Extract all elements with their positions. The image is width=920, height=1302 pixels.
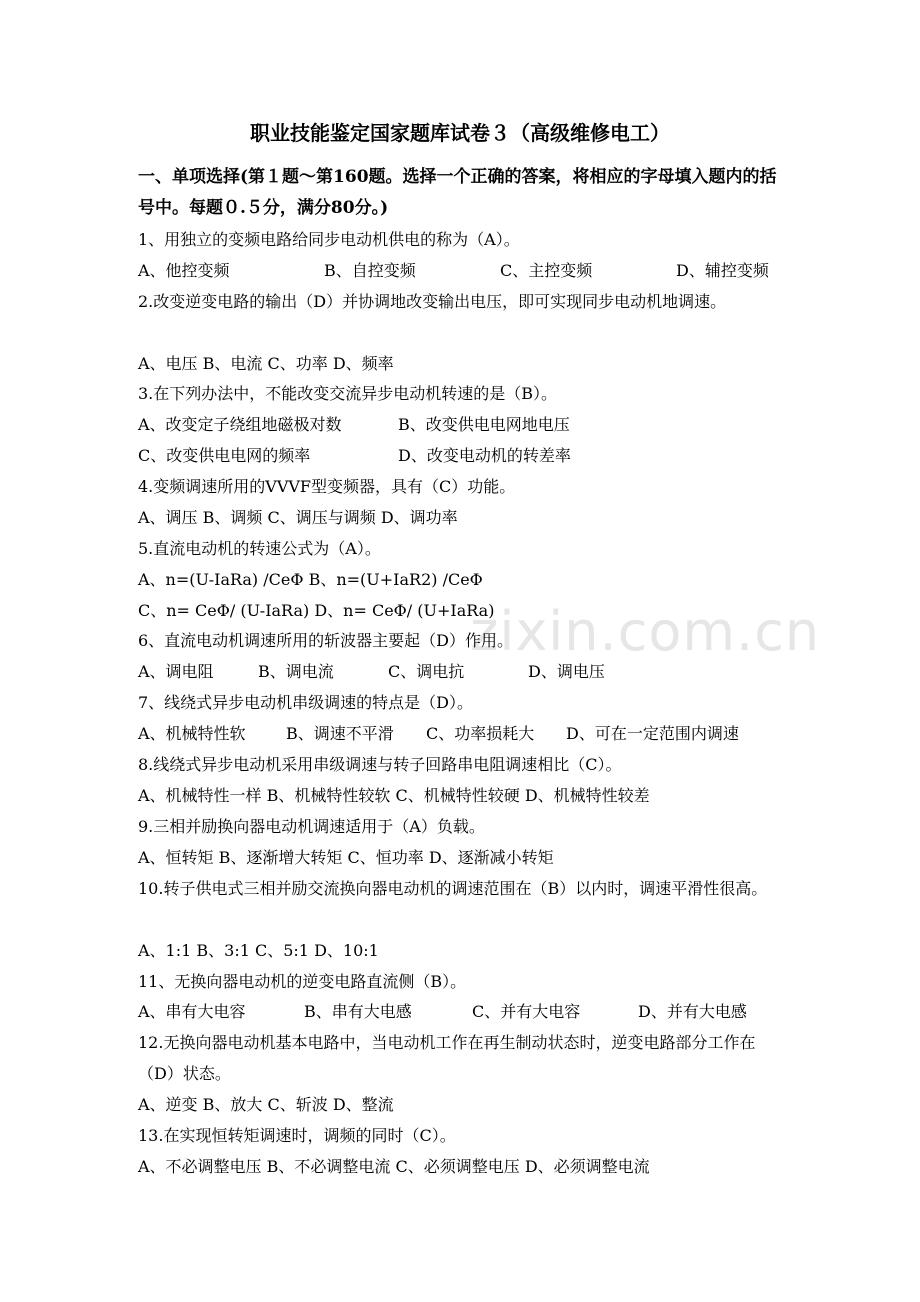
question-text: 9.三相并励换向器电动机调速适用于（A）负载。 bbox=[138, 817, 485, 836]
question-text: 10.转子供电式三相并励交流换向器电动机的调速范围在（B）以内时，调速平滑性很高。 bbox=[138, 879, 768, 898]
question-text: 11、无换向器电动机的逆变电路直流侧（B）。 bbox=[138, 972, 467, 991]
option: B、串有大电感 bbox=[304, 1002, 412, 1021]
option-row: A、1:1 B、3:1 C、5:1 D、10:1 bbox=[138, 941, 379, 960]
option-row bbox=[138, 719, 788, 749]
option: B、自控变频 bbox=[324, 261, 416, 280]
page-title: 职业技能鉴定国家题库试卷３（高级维修电工） bbox=[250, 121, 670, 145]
question-text: 6、直流电动机调速所用的斩波器主要起（D）作用。 bbox=[138, 631, 514, 650]
option: D、改变电动机的转差率 bbox=[398, 446, 571, 465]
option-row: A、恒转矩 B、逐渐增大转矩 C、恒功率 D、逐渐减小转矩 bbox=[138, 848, 554, 867]
option: B、改变供电电网地电压 bbox=[398, 415, 570, 434]
option: C、改变供电电网的频率 bbox=[138, 446, 311, 465]
option-row bbox=[138, 997, 788, 1027]
option: A、他控变频 bbox=[138, 261, 230, 280]
option: D、调电压 bbox=[528, 662, 605, 681]
option-row: C、n= CeΦ/ (U-IaRa) D、n= CeΦ/ (U+IaRa) bbox=[138, 601, 495, 620]
question-text: 4.变频调速所用的VVVF型变频器，具有（C）功能。 bbox=[138, 477, 516, 496]
watermark: zixin.com.cn bbox=[470, 600, 821, 663]
option-row bbox=[138, 256, 788, 286]
option: B、调电流 bbox=[258, 662, 334, 681]
option: A、串有大电容 bbox=[138, 1002, 246, 1021]
option-row bbox=[138, 657, 788, 687]
question-text: 2.改变逆变电路的输出（D）并协调地改变输出电压，即可实现同步电动机地调速。 bbox=[138, 292, 727, 311]
question-text: 1、用独立的变频电路给同步电动机供电的称为（A）。 bbox=[138, 230, 520, 249]
option-row: A、n=(U-IaRa) /CeΦ B、n=(U+IaR2) /CeΦ bbox=[138, 570, 483, 589]
option: D、辅控变频 bbox=[676, 261, 769, 280]
option-row bbox=[138, 441, 788, 471]
option: C、调电抗 bbox=[388, 662, 465, 681]
option: C、主控变频 bbox=[500, 261, 593, 280]
option-row: A、调压 B、调频 C、调压与调频 D、调功率 bbox=[138, 508, 458, 527]
option: D、并有大电感 bbox=[638, 1002, 747, 1021]
option: A、改变定子绕组地磁极对数 bbox=[138, 415, 342, 434]
option-row: A、不必调整电压 B、不必调整电流 C、必须调整电压 D、必须调整电流 bbox=[138, 1157, 650, 1176]
option: C、并有大电容 bbox=[472, 1002, 581, 1021]
question-text: 8.线绕式异步电动机采用串级调速与转子回路串电阻调速相比（C）。 bbox=[138, 755, 622, 774]
question-text: 5.直流电动机的转速公式为（A）。 bbox=[138, 539, 381, 558]
option: B、调速不平滑 bbox=[286, 724, 394, 743]
question-text: 13.在实现恒转矩调速时，调频的同时（C）。 bbox=[138, 1126, 456, 1145]
option-row: A、逆变 B、放大 C、斩波 D、整流 bbox=[138, 1095, 394, 1114]
question-text: 7、线绕式异步电动机串级调速的特点是（D）。 bbox=[138, 693, 474, 712]
section-header: 一、单项选择(第１题～第160题。选择一个正确的答案，将相应的字母填入题内的括号中。每题０.５分，满分80分。) bbox=[138, 167, 777, 218]
option-row bbox=[138, 410, 788, 440]
option: A、调电阻 bbox=[138, 662, 214, 681]
option: A、机械特性软 bbox=[138, 724, 246, 743]
option-row: A、机械特性一样 B、机械特性较软 C、机械特性较硬 D、机械特性较差 bbox=[138, 786, 650, 805]
option-row: A、电压 B、电流 C、功率 D、频率 bbox=[138, 354, 394, 373]
question-text: 3.在下列办法中，不能改变交流异步电动机转速的是（B）。 bbox=[138, 384, 558, 403]
option: C、功率损耗大 bbox=[426, 724, 535, 743]
option: D、可在一定范围内调速 bbox=[566, 724, 739, 743]
question-text: 12.无换向器电动机基本电路中，当电动机工作在再生制动状态时，逆变电路部分工作在（D）状态。 bbox=[138, 1033, 756, 1083]
